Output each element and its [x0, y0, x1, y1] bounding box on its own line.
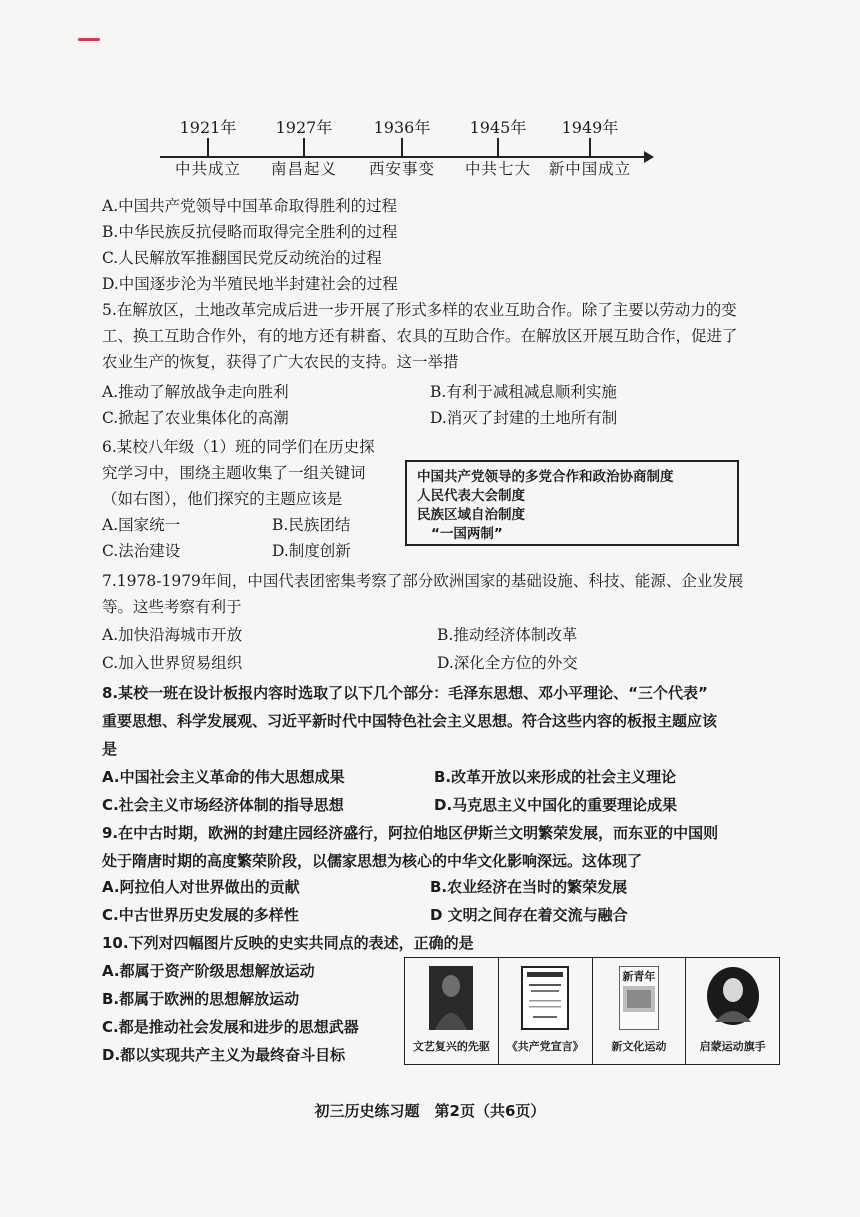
q7-stem: 等。这些考察有利于 — [102, 598, 242, 616]
timeline-item — [450, 118, 546, 180]
q9-option-b: B.农业经济在当时的繁荣发展 — [430, 878, 628, 896]
q5-stem: 5.在解放区，土地改革完成后进一步开展了形式多样的农业互助合作。除了主要以劳动力的变 — [102, 301, 737, 319]
q9-stem: 处于隋唐时期的高度繁荣阶段，以儒家思想为核心的中华文化影响深远。这体现了 — [102, 852, 643, 870]
q7-option-d: D.深化全方位的外交 — [437, 654, 578, 672]
timeline-year: 1945年 — [469, 118, 527, 137]
picture-caption: 新文化运动 — [611, 1040, 667, 1053]
q10-stem: 10.下列对四幅图片反映的史实共同点的表述，正确的是 — [102, 934, 474, 952]
q10-option-c: C.都是推动社会发展和进步的思想武器 — [102, 1018, 359, 1036]
q6-stem: 究学习中，围绕主题收集了一组关键词 — [102, 464, 366, 482]
timeline-year: 1949年 — [561, 118, 619, 137]
keyword: 中国共产党领导的多党合作和政治协商制度 — [417, 469, 674, 485]
timeline-year: 1936年 — [373, 118, 431, 137]
timeline-arrow — [644, 151, 654, 163]
timeline-tick — [207, 138, 209, 156]
q4-option-c: C.人民解放军推翻国民党反动统治的过程 — [102, 249, 382, 267]
q7-option-c: C.加入世界贸易组织 — [102, 654, 243, 672]
timeline-tick — [589, 138, 591, 156]
q10-option-a: A.都属于资产阶级思想解放运动 — [102, 962, 315, 980]
picture-new-culture — [593, 958, 687, 1064]
q7-option-a: A.加快沿海城市开放 — [102, 626, 243, 644]
q10-picture-strip — [404, 957, 780, 1065]
picture-renaissance — [405, 958, 499, 1064]
timeline-item — [256, 118, 352, 180]
q8-option-c: C.社会主义市场经济体制的指导思想 — [102, 796, 344, 814]
picture-caption: 文艺复兴的先驱 — [412, 1040, 490, 1053]
q6-option-a: A.国家统一 — [102, 516, 181, 534]
timeline-year: 1927年 — [275, 118, 333, 137]
keyword: 民族区域自治制度 — [417, 507, 525, 523]
q5-option-c: C.掀起了农业集体化的高潮 — [102, 409, 289, 427]
picture-caption: 启蒙运动旗手 — [699, 1040, 766, 1053]
timeline-item — [354, 118, 450, 180]
q8-option-d: D.马克思主义中国化的重要理论成果 — [434, 796, 678, 814]
q6-stem: 6.某校八年级（1）班的同学们在历史探 — [102, 438, 375, 456]
picture-manifesto — [499, 958, 593, 1064]
keyword: “一国两制” — [431, 526, 503, 542]
timeline-item — [542, 118, 638, 180]
q8-option-a: A.中国社会主义革命的伟大思想成果 — [102, 768, 345, 786]
q6-option-b: B.民族团结 — [272, 516, 351, 534]
magazine-title: 新青年 — [622, 970, 656, 983]
q5-option-d: D.消灭了封建的土地所有制 — [430, 409, 618, 427]
q9-stem: 9.在中古时期，欧洲的封建庄园经济盛行，阿拉伯地区伊斯兰文明繁荣发展，而东亚的中国则 — [102, 824, 719, 842]
q7-stem: 7.1978-1979年间，中国代表团密集考察了部分欧洲国家的基础设施、科技、能源、企业发展 — [102, 572, 744, 590]
q5-option-b: B.有利于减租减息顺利实施 — [430, 383, 617, 401]
q10-option-b: B.都属于欧洲的思想解放运动 — [102, 990, 300, 1008]
portrait-oval — [705, 966, 761, 1026]
timeline-tick — [497, 138, 499, 156]
q5-option-a: A.推动了解放战争走向胜利 — [102, 383, 289, 401]
manifesto-cover-image — [521, 966, 569, 1030]
q7-option-b: B.推动经济体制改革 — [437, 626, 578, 644]
q5-stem: 工、换工互助合作外，有的地方还有耕畜、农具的互助合作。在解放区开展互助合作，促进了 — [102, 327, 738, 345]
q4-option-d: D.中国逐步沦为半殖民地半封建社会的过程 — [102, 275, 398, 293]
q4-option-a: A.中国共产党领导中国革命取得胜利的过程 — [102, 197, 398, 215]
picture-enlightenment — [686, 958, 779, 1064]
q6-option-d: D.制度创新 — [272, 542, 351, 560]
keyword: 人民代表大会制度 — [417, 488, 525, 504]
timeline-event: 中共成立 — [174, 160, 241, 178]
timeline-event: 中共七大 — [464, 160, 531, 178]
page-footer: 初三历史练习题 第2页（共6页） — [314, 1102, 546, 1120]
timeline-event: 新中国成立 — [548, 160, 632, 178]
q9-option-d: D 文明之间存在着交流与融合 — [430, 906, 628, 924]
picture-caption: 《共产党宣言》 — [506, 1040, 584, 1053]
q8-stem: 是 — [102, 740, 118, 758]
q6-option-c: C.法治建设 — [102, 542, 181, 560]
q6-keyword-box — [405, 460, 739, 546]
timeline-event: 西安事变 — [368, 160, 435, 178]
q9-option-c: C.中古世界历史发展的多样性 — [102, 906, 299, 924]
q8-option-b: B.改革开放以来形成的社会主义理论 — [434, 768, 677, 786]
q8-stem: 重要思想、科学发展观、习近平新时代中国特色社会主义思想。符合这些内容的板报主题应该 — [102, 712, 718, 730]
q8-stem: 8.某校一班在设计板报内容时选取了以下几个部分：毛泽东思想、邓小平理论、“三个代表” — [102, 684, 708, 702]
q4-option-b: B.中华民族反抗侵略而取得完全胜利的过程 — [102, 223, 398, 241]
q10-option-d: D.都以实现共产主义为最终奋斗目标 — [102, 1046, 346, 1064]
timeline-event: 南昌起义 — [270, 160, 337, 178]
q9-option-a: A.阿拉伯人对世界做出的贡献 — [102, 878, 300, 896]
timeline — [160, 118, 660, 188]
q6-stem: （如右图），他们探究的主题应该是 — [102, 490, 343, 508]
timeline-item — [160, 118, 256, 180]
timeline-year: 1921年 — [179, 118, 237, 137]
timeline-tick — [401, 138, 403, 156]
pen-mark — [78, 38, 100, 41]
timeline-tick — [303, 138, 305, 156]
q5-stem: 农业生产的恢复，获得了广大农民的支持。这一举措 — [102, 353, 459, 371]
portrait-photo — [429, 966, 473, 1030]
